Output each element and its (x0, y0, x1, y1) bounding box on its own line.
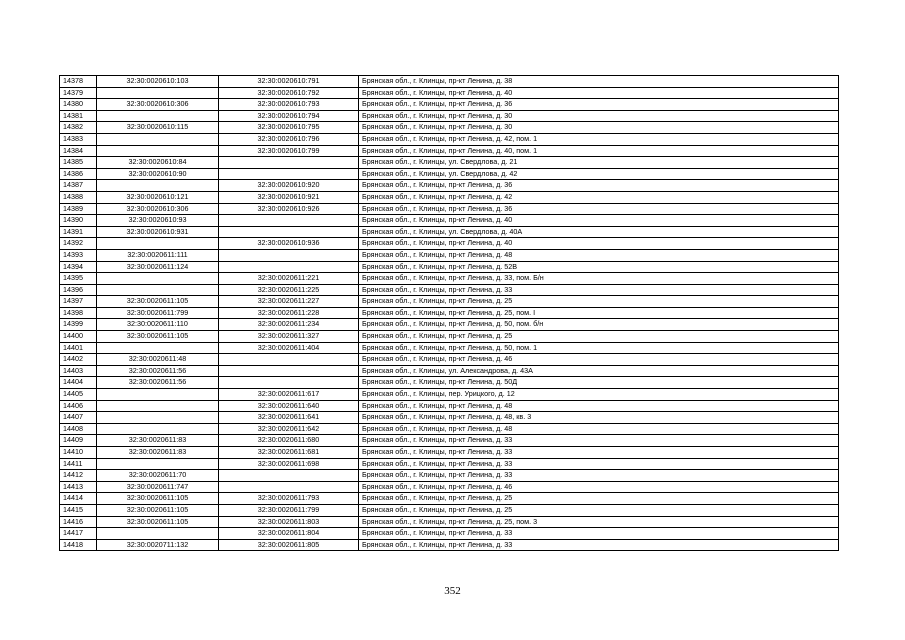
object-cadastral-number-cell: 32:30:0020611:680 (219, 435, 359, 447)
cadastral-number-cell (97, 133, 219, 145)
records-table-body (60, 76, 839, 551)
address-cell: Брянская обл., г. Клинцы, пр-кт Ленина, д. 25, пом. I (359, 307, 839, 319)
address-cell: Брянская обл., г. Клинцы, ул. Александрова, д. 43А (359, 365, 839, 377)
table-row (60, 435, 839, 447)
row-number-cell: 14407 (60, 412, 97, 424)
table-row (60, 261, 839, 273)
cadastral-number-cell: 32:30:0020611:56 (97, 365, 219, 377)
table-row (60, 203, 839, 215)
cadastral-number-cell: 32:30:0020611:48 (97, 354, 219, 366)
table-row (60, 504, 839, 516)
row-number-cell: 14410 (60, 447, 97, 459)
row-number-cell: 14401 (60, 342, 97, 354)
table-row (60, 145, 839, 157)
address-cell: Брянская обл., г. Клинцы, пр-кт Ленина, д. 33 (359, 470, 839, 482)
row-number-cell: 14381 (60, 110, 97, 122)
table-row (60, 493, 839, 505)
cadastral-number-cell: 32:30:0020611:799 (97, 307, 219, 319)
object-cadastral-number-cell: 32:30:0020611:640 (219, 400, 359, 412)
address-cell: Брянская обл., г. Клинцы, пр-кт Ленина, д. 40 (359, 215, 839, 227)
row-number-cell: 14393 (60, 249, 97, 261)
cadastral-number-cell: 32:30:0020711:132 (97, 539, 219, 551)
table-row (60, 481, 839, 493)
object-cadastral-number-cell: 32:30:0020610:920 (219, 180, 359, 192)
table-row (60, 412, 839, 424)
table-row (60, 319, 839, 331)
row-number-cell: 14388 (60, 191, 97, 203)
object-cadastral-number-cell: 32:30:0020610:792 (219, 87, 359, 99)
table-row (60, 110, 839, 122)
object-cadastral-number-cell: 32:30:0020611:404 (219, 342, 359, 354)
object-cadastral-number-cell: 32:30:0020610:926 (219, 203, 359, 215)
table-row (60, 249, 839, 261)
cadastral-number-cell (97, 180, 219, 192)
object-cadastral-number-cell: 32:30:0020611:681 (219, 447, 359, 459)
row-number-cell: 14392 (60, 238, 97, 250)
address-cell: Брянская обл., г. Клинцы, пр-кт Ленина, д. 36 (359, 203, 839, 215)
cadastral-number-cell (97, 110, 219, 122)
object-cadastral-number-cell (219, 365, 359, 377)
object-cadastral-number-cell: 32:30:0020611:805 (219, 539, 359, 551)
object-cadastral-number-cell: 32:30:0020610:795 (219, 122, 359, 134)
object-cadastral-number-cell: 32:30:0020611:221 (219, 273, 359, 285)
object-cadastral-number-cell: 32:30:0020610:793 (219, 99, 359, 111)
table-row (60, 157, 839, 169)
cadastral-number-cell: 32:30:0020610:931 (97, 226, 219, 238)
address-cell: Брянская обл., г. Клинцы, пр-кт Ленина, д. 25 (359, 493, 839, 505)
row-number-cell: 14400 (60, 331, 97, 343)
object-cadastral-number-cell: 32:30:0020611:793 (219, 493, 359, 505)
object-cadastral-number-cell: 32:30:0020611:641 (219, 412, 359, 424)
object-cadastral-number-cell: 32:30:0020610:921 (219, 191, 359, 203)
address-cell: Брянская обл., г. Клинцы, пр-кт Ленина, д. 38 (359, 76, 839, 88)
object-cadastral-number-cell (219, 249, 359, 261)
object-cadastral-number-cell: 32:30:0020611:617 (219, 389, 359, 401)
table-row (60, 226, 839, 238)
row-number-cell: 14417 (60, 528, 97, 540)
object-cadastral-number-cell: 32:30:0020611:803 (219, 516, 359, 528)
row-number-cell: 14413 (60, 481, 97, 493)
row-number-cell: 14408 (60, 423, 97, 435)
cadastral-number-cell (97, 273, 219, 285)
cadastral-number-cell (97, 412, 219, 424)
address-cell: Брянская обл., г. Клинцы, пр-кт Ленина, д. 46 (359, 481, 839, 493)
cadastral-number-cell: 32:30:0020611:747 (97, 481, 219, 493)
address-cell: Брянская обл., г. Клинцы, пер. Урицкого, д. 12 (359, 389, 839, 401)
address-cell: Брянская обл., г. Клинцы, пр-кт Ленина, д. 25 (359, 296, 839, 308)
address-cell: Брянская обл., г. Клинцы, пр-кт Ленина, д. 30 (359, 110, 839, 122)
row-number-cell: 14399 (60, 319, 97, 331)
object-cadastral-number-cell: 32:30:0020610:799 (219, 145, 359, 157)
cadastral-number-cell: 32:30:0020611:105 (97, 504, 219, 516)
cadastral-number-cell: 32:30:0020610:115 (97, 122, 219, 134)
row-number-cell: 14403 (60, 365, 97, 377)
address-cell: Брянская обл., г. Клинцы, пр-кт Ленина, д. 33 (359, 539, 839, 551)
row-number-cell: 14404 (60, 377, 97, 389)
cadastral-number-cell: 32:30:0020611:124 (97, 261, 219, 273)
row-number-cell: 14394 (60, 261, 97, 273)
table-row (60, 133, 839, 145)
object-cadastral-number-cell (219, 377, 359, 389)
cadastral-number-cell (97, 238, 219, 250)
table-row (60, 296, 839, 308)
object-cadastral-number-cell: 32:30:0020611:227 (219, 296, 359, 308)
table-row (60, 76, 839, 88)
object-cadastral-number-cell: 32:30:0020611:225 (219, 284, 359, 296)
table-row (60, 273, 839, 285)
cadastral-number-cell: 32:30:0020610:84 (97, 157, 219, 169)
address-cell: Брянская обл., г. Клинцы, пр-кт Ленина, д. 25, пом. 3 (359, 516, 839, 528)
table-row (60, 389, 839, 401)
table-row (60, 331, 839, 343)
records-table (59, 75, 839, 551)
object-cadastral-number-cell: 32:30:0020610:791 (219, 76, 359, 88)
object-cadastral-number-cell: 32:30:0020611:234 (219, 319, 359, 331)
cadastral-number-cell (97, 87, 219, 99)
cadastral-number-cell (97, 342, 219, 354)
address-cell: Брянская обл., г. Клинцы, пр-кт Ленина, д. 25 (359, 504, 839, 516)
cadastral-number-cell: 32:30:0020611:83 (97, 435, 219, 447)
address-cell: Брянская обл., г. Клинцы, пр-кт Ленина, д. 46 (359, 354, 839, 366)
table-row (60, 180, 839, 192)
object-cadastral-number-cell: 32:30:0020611:698 (219, 458, 359, 470)
address-cell: Брянская обл., г. Клинцы, пр-кт Ленина, д. 52В (359, 261, 839, 273)
row-number-cell: 14387 (60, 180, 97, 192)
address-cell: Брянская обл., г. Клинцы, пр-кт Ленина, д. 48 (359, 423, 839, 435)
table-row (60, 342, 839, 354)
cadastral-number-cell: 32:30:0020611:110 (97, 319, 219, 331)
row-number-cell: 14396 (60, 284, 97, 296)
address-cell: Брянская обл., г. Клинцы, пр-кт Ленина, д. 50, пом. 1 (359, 342, 839, 354)
table-row (60, 215, 839, 227)
object-cadastral-number-cell: 32:30:0020611:642 (219, 423, 359, 435)
cadastral-number-cell: 32:30:0020610:93 (97, 215, 219, 227)
object-cadastral-number-cell: 32:30:0020610:936 (219, 238, 359, 250)
row-number-cell: 14402 (60, 354, 97, 366)
page-number: 352 (444, 585, 461, 597)
address-cell: Брянская обл., г. Клинцы, ул. Свердлова, д. 40А (359, 226, 839, 238)
row-number-cell: 14405 (60, 389, 97, 401)
object-cadastral-number-cell (219, 157, 359, 169)
cadastral-number-cell: 32:30:0020611:105 (97, 516, 219, 528)
row-number-cell: 14415 (60, 504, 97, 516)
cadastral-number-cell (97, 528, 219, 540)
row-number-cell: 14397 (60, 296, 97, 308)
table-row (60, 168, 839, 180)
address-cell: Брянская обл., г. Клинцы, пр-кт Ленина, д. 30 (359, 122, 839, 134)
row-number-cell: 14411 (60, 458, 97, 470)
cadastral-number-cell: 32:30:0020610:306 (97, 203, 219, 215)
address-cell: Брянская обл., г. Клинцы, пр-кт Ленина, д. 33 (359, 435, 839, 447)
table-row (60, 516, 839, 528)
table-row (60, 400, 839, 412)
address-cell: Брянская обл., г. Клинцы, пр-кт Ленина, д. 33 (359, 458, 839, 470)
row-number-cell: 14416 (60, 516, 97, 528)
cadastral-number-cell: 32:30:0020610:103 (97, 76, 219, 88)
cadastral-number-cell: 32:30:0020611:105 (97, 331, 219, 343)
table-row (60, 470, 839, 482)
cadastral-number-cell (97, 458, 219, 470)
address-cell: Брянская обл., г. Клинцы, пр-кт Ленина, д. 33, пом. Б/н (359, 273, 839, 285)
table-row (60, 447, 839, 459)
cadastral-number-cell: 32:30:0020611:105 (97, 296, 219, 308)
object-cadastral-number-cell: 32:30:0020611:327 (219, 331, 359, 343)
row-number-cell: 14389 (60, 203, 97, 215)
cadastral-number-cell: 32:30:0020610:306 (97, 99, 219, 111)
table-row (60, 539, 839, 551)
row-number-cell: 14390 (60, 215, 97, 227)
address-cell: Брянская обл., г. Клинцы, пр-кт Ленина, д. 25 (359, 331, 839, 343)
address-cell: Брянская обл., г. Клинцы, пр-кт Ленина, д. 50, пом. б/н (359, 319, 839, 331)
row-number-cell: 14418 (60, 539, 97, 551)
row-number-cell: 14406 (60, 400, 97, 412)
address-cell: Брянская обл., г. Клинцы, пр-кт Ленина, д. 48, кв. 3 (359, 412, 839, 424)
row-number-cell: 14409 (60, 435, 97, 447)
address-cell: Брянская обл., г. Клинцы, пр-кт Ленина, д. 48 (359, 249, 839, 261)
table-row (60, 99, 839, 111)
table-row (60, 307, 839, 319)
address-cell: Брянская обл., г. Клинцы, пр-кт Ленина, д. 33 (359, 447, 839, 459)
row-number-cell: 14395 (60, 273, 97, 285)
object-cadastral-number-cell: 32:30:0020611:799 (219, 504, 359, 516)
row-number-cell: 14386 (60, 168, 97, 180)
address-cell: Брянская обл., г. Клинцы, ул. Свердлова, д. 42 (359, 168, 839, 180)
object-cadastral-number-cell: 32:30:0020611:228 (219, 307, 359, 319)
object-cadastral-number-cell: 32:30:0020611:804 (219, 528, 359, 540)
table-row (60, 377, 839, 389)
object-cadastral-number-cell (219, 481, 359, 493)
row-number-cell: 14380 (60, 99, 97, 111)
row-number-cell: 14398 (60, 307, 97, 319)
address-cell: Брянская обл., г. Клинцы, пр-кт Ленина, д. 33 (359, 528, 839, 540)
cadastral-number-cell (97, 423, 219, 435)
table-row (60, 191, 839, 203)
address-cell: Брянская обл., г. Клинцы, пр-кт Ленина, д. 36 (359, 99, 839, 111)
row-number-cell: 14383 (60, 133, 97, 145)
address-cell: Брянская обл., г. Клинцы, пр-кт Ленина, д. 36 (359, 180, 839, 192)
table-row (60, 354, 839, 366)
table-row (60, 87, 839, 99)
table-row (60, 284, 839, 296)
object-cadastral-number-cell (219, 168, 359, 180)
row-number-cell: 14379 (60, 87, 97, 99)
address-cell: Брянская обл., г. Клинцы, пр-кт Ленина, д. 40, пом. 1 (359, 145, 839, 157)
cadastral-number-cell: 32:30:0020610:121 (97, 191, 219, 203)
cadastral-number-cell: 32:30:0020611:105 (97, 493, 219, 505)
object-cadastral-number-cell (219, 215, 359, 227)
table-row (60, 458, 839, 470)
address-cell: Брянская обл., г. Клинцы, пр-кт Ленина, д. 40 (359, 87, 839, 99)
object-cadastral-number-cell: 32:30:0020610:794 (219, 110, 359, 122)
row-number-cell: 14391 (60, 226, 97, 238)
row-number-cell: 14378 (60, 76, 97, 88)
table-row (60, 528, 839, 540)
cadastral-number-cell: 32:30:0020611:83 (97, 447, 219, 459)
cadastral-number-cell: 32:30:0020611:56 (97, 377, 219, 389)
cadastral-number-cell: 32:30:0020610:90 (97, 168, 219, 180)
row-number-cell: 14412 (60, 470, 97, 482)
table-row (60, 122, 839, 134)
object-cadastral-number-cell (219, 226, 359, 238)
address-cell: Брянская обл., г. Клинцы, пр-кт Ленина, д. 33 (359, 284, 839, 296)
table-row (60, 365, 839, 377)
table-row (60, 423, 839, 435)
cadastral-number-cell (97, 389, 219, 401)
row-number-cell: 14414 (60, 493, 97, 505)
cadastral-number-cell: 32:30:0020611:70 (97, 470, 219, 482)
address-cell: Брянская обл., г. Клинцы, пр-кт Ленина, д. 48 (359, 400, 839, 412)
address-cell: Брянская обл., г. Клинцы, пр-кт Ленина, д. 40 (359, 238, 839, 250)
cadastral-number-cell (97, 400, 219, 412)
object-cadastral-number-cell (219, 470, 359, 482)
cadastral-number-cell (97, 284, 219, 296)
address-cell: Брянская обл., г. Клинцы, пр-кт Ленина, д. 50Д (359, 377, 839, 389)
address-cell: Брянская обл., г. Клинцы, пр-кт Ленина, д. 42, пом. 1 (359, 133, 839, 145)
address-cell: Брянская обл., г. Клинцы, пр-кт Ленина, д. 42 (359, 191, 839, 203)
object-cadastral-number-cell (219, 354, 359, 366)
cadastral-number-cell (97, 145, 219, 157)
row-number-cell: 14382 (60, 122, 97, 134)
row-number-cell: 14385 (60, 157, 97, 169)
table-row (60, 238, 839, 250)
object-cadastral-number-cell: 32:30:0020610:796 (219, 133, 359, 145)
object-cadastral-number-cell (219, 261, 359, 273)
cadastral-number-cell: 32:30:0020611:111 (97, 249, 219, 261)
row-number-cell: 14384 (60, 145, 97, 157)
address-cell: Брянская обл., г. Клинцы, ул. Свердлова, д. 21 (359, 157, 839, 169)
